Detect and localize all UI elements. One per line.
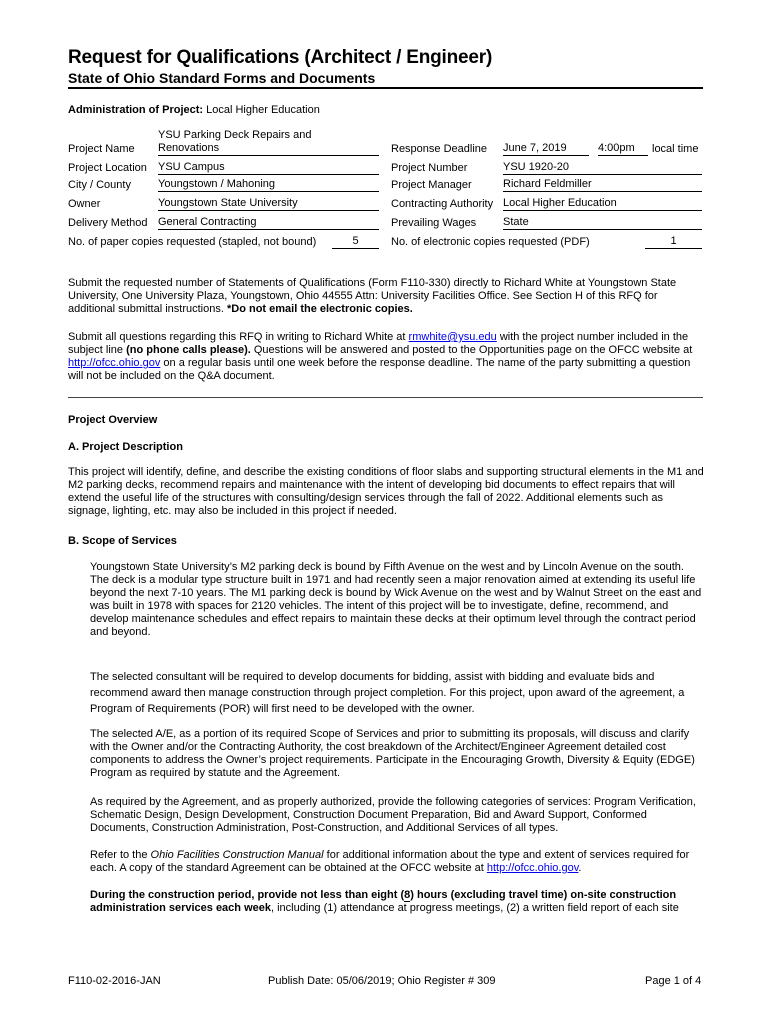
questions-text-b: with the project number included in the subject line — [68, 331, 689, 356]
footer-form-id: F110-02-2016-JAN — [68, 975, 161, 987]
construction-hours-number: 8 — [404, 889, 411, 901]
project-manager-field — [503, 178, 702, 192]
prevailing-wages-label: Prevailing Wages — [391, 217, 477, 229]
header-divider — [68, 87, 703, 89]
scope-paragraph-6 — [90, 889, 704, 915]
project-location-field — [158, 161, 379, 175]
section-divider — [68, 397, 703, 398]
scope-paragraph-2: The selected consultant will be required to develop documents for bidding, assist with bidding and evaluate bids and recommend award then manage construction through project completion. For this project, upon award of the agreement, a Program of Requirements (POR) will first need to be developed with the owner. — [90, 671, 685, 715]
project-overview-heading: Project Overview — [68, 414, 158, 426]
scope-of-services-heading: B. Scope of Services — [68, 535, 177, 547]
response-timezone: local time — [652, 143, 699, 155]
project-name-line1: YSU Parking Deck Repairs and — [158, 129, 312, 141]
no-email-notice: *Do not email the electronic copies. — [226, 303, 413, 315]
administration-label: Administration of Project: — [68, 104, 204, 116]
electronic-copies-field — [645, 235, 702, 249]
electronic-copies-value: 1 — [670, 235, 677, 247]
city-county-label: City / County — [68, 179, 131, 191]
scope-paragraph-3: The selected A/E, as a portion of its required Scope of Services and prior to submitting its proposals, will discuss and clarify with the Owner and/or the Contracting Authority, the cost breakdown of the Architect/Engineer Agreement detailed cost components to address the Owner’s project requirements. Participate in the Encouraging Growth, Diversity & Equity (EDGE) Program as required by statute and the Agreement. — [90, 728, 695, 779]
submit-instructions-text: Submit the requested number of Statements of Qualifications (Form F110-330) directly to Richard White at Youngstown State University, One University Plaza, Youngstown, Ohio 44555 Attn: University Facilities Office. See Section H of this RFQ for additional submittal instructions. — [68, 277, 677, 315]
scope-paragraph-4: As required by the Agreement, and as properly authorized, provide the following categories of services: Program Verification, Schematic Design, Design Development, Construction Document Preparation, Bid and Award Support, Conformed Documents, Construction Administration, Post-Construction, and Additional Services of all types. — [90, 796, 696, 834]
page-subtitle: State of Ohio Standard Forms and Documents — [68, 70, 376, 86]
project-description-heading: A. Project Description — [68, 441, 183, 453]
project-number-label: Project Number — [391, 162, 468, 174]
project-location-value: YSU Campus — [158, 161, 225, 173]
prevailing-wages-field — [503, 216, 702, 230]
response-date-field — [503, 142, 589, 156]
contact-email-link[interactable]: rmwhite@ysu.edu — [408, 331, 497, 343]
contracting-authority-field — [503, 197, 702, 211]
manual-reference-text-a: Refer to the — [90, 849, 148, 861]
questions-text-c: Questions will be answered and posted to the Opportunities page on the OFCC website at — [253, 344, 693, 356]
ofcc-agreement-link[interactable]: http://ofcc.ohio.gov — [486, 862, 579, 874]
administration-value: Local Higher Education — [206, 104, 320, 116]
contracting-authority-value: Local Higher Education — [503, 197, 617, 209]
project-name-label: Project Name — [68, 143, 135, 155]
project-number-field — [503, 161, 702, 175]
footer-page-number: Page 1 of 4 — [645, 975, 702, 987]
project-description-text: This project will identify, define, and describe the existing conditions of floor slabs and supporting structural elements in the M1 and M2 parking decks, recommend repairs and maintenance with the intent of developing bid documents to effect repairs that will extend the useful life of the structures with consulting/design services through the fall of 2022. Additional elements such as signage, lighting, etc. may also be included in this project if needed. — [68, 466, 704, 517]
paper-copies-value: 5 — [352, 235, 359, 247]
construction-hours-text: , including (1) attendance at progress meetings, (2) a written field report of each site — [270, 902, 679, 914]
scope-paragraph-5 — [90, 849, 704, 875]
administration-line — [68, 104, 320, 117]
delivery-method-value: General Contracting — [158, 216, 257, 228]
questions-text-d: on a regular basis until one week before the response deadline. The name of the party submitting a question will not be included on the Q&A document. — [68, 357, 691, 382]
paper-copies-field — [332, 235, 379, 249]
manual-reference-text-b: for additional information about the type and extent of services required for each. A copy of the standard Agreement can be obtained at the OFCC website at — [90, 849, 690, 874]
contracting-authority-label: Contracting Authority — [391, 198, 494, 210]
footer-publish-date: Publish Date: 05/06/2019; Ohio Register # 309 — [268, 975, 496, 987]
response-time-field — [598, 142, 648, 156]
no-phone-notice: (no phone calls please). — [126, 344, 251, 356]
project-name-field — [158, 142, 379, 156]
project-location-label: Project Location — [68, 162, 147, 174]
response-deadline-label: Response Deadline — [391, 143, 488, 155]
delivery-method-field — [158, 216, 379, 230]
questions-text-a: Submit all questions regarding this RFQ in writing to Richard White at — [68, 331, 406, 343]
ofcc-website-link[interactable]: http://ofcc.ohio.gov — [68, 357, 161, 369]
project-name-line2: Renovations — [158, 142, 220, 154]
delivery-method-label: Delivery Method — [68, 217, 148, 229]
construction-hours-bold-b: ) hours (excluding travel time) on-site construction administration services each week — [90, 889, 677, 914]
manual-title: Ohio Facilities Construction Manual — [150, 849, 324, 861]
response-time-value: 4:00pm — [598, 142, 635, 154]
construction-hours-bold-a: During the construction period, provide not less than eight ( — [90, 889, 405, 901]
scope-paragraph-1: Youngstown State University’s M2 parking deck is bound by Fifth Avenue on the west and by Lincoln Avenue on the south. The deck is a modular type structure built in 1971 and had recently seen a major renovation aimed at extending its useful life beyond the next 7-10 years. The M1 parking deck is bound by Wick Avenue on the west and by Walnut Street on the east and was built in 1978 with spaces for 2120 vehicles. The intent of this project will be to investigate, define, recommend, and develop maintenance schedules and effect repairs to maintain these decks at their optimum level through the contract period and beyond. — [90, 561, 702, 638]
project-manager-value: Richard Feldmiller — [503, 178, 592, 190]
questions-paragraph — [68, 331, 704, 383]
owner-field — [158, 197, 379, 211]
city-county-field — [158, 178, 379, 192]
page-title: Request for Qualifications (Architect / Engineer) — [68, 47, 493, 68]
owner-label: Owner — [68, 198, 101, 210]
paper-copies-label: No. of paper copies requested (stapled, not bound) — [68, 236, 317, 248]
project-number-value: YSU 1920-20 — [503, 161, 570, 173]
prevailing-wages-value: State — [503, 216, 529, 228]
response-date-value: June 7, 2019 — [503, 142, 567, 154]
city-county-value: Youngstown / Mahoning — [158, 178, 276, 190]
project-manager-label: Project Manager — [391, 179, 472, 191]
owner-value: Youngstown State University — [158, 197, 298, 209]
electronic-copies-label: No. of electronic copies requested (PDF) — [391, 236, 590, 248]
submit-instructions-paragraph — [68, 277, 704, 316]
manual-reference-text-c: . — [578, 862, 582, 874]
